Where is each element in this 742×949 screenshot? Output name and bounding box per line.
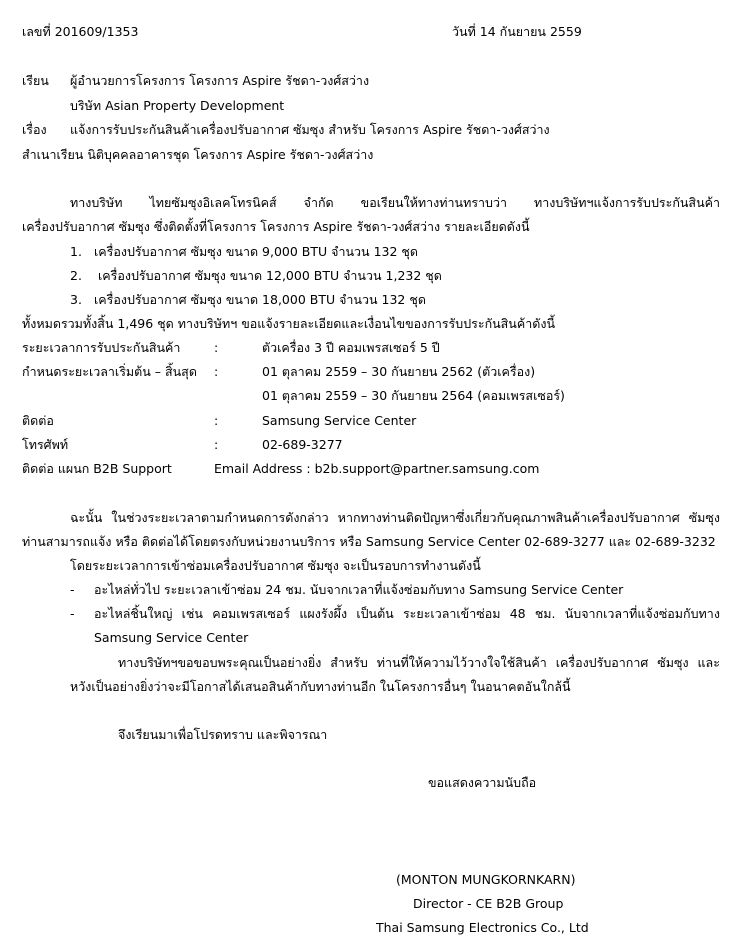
intro-word: ขอเรียนให้ทางท่านทราบว่า xyxy=(360,195,508,210)
subject-label: เรื่อง xyxy=(22,122,47,137)
para2-word: ซัมซุง xyxy=(688,510,720,525)
colon: : xyxy=(214,413,219,428)
bullet-dash: - xyxy=(70,606,75,621)
bullet-dash: - xyxy=(70,582,75,597)
bullet-2-word: นับจากเวลาที่แจ้งซ่อมกับทาง xyxy=(564,606,720,621)
bullet-2-word: ชม. xyxy=(534,606,556,621)
bullet-2-word: เป็นต้น xyxy=(356,606,394,621)
item-text: เครื่องปรับอากาศ ซัมซุง ขนาด 9,000 BTU จำนวน 132 ชุด xyxy=(94,244,418,259)
para3-word: สำหรับ xyxy=(330,655,368,670)
phone-label: โทรศัพท์ xyxy=(22,437,69,452)
period-label: กำหนดระยะเวลาเริ่มต้น – สิ้นสุด xyxy=(22,364,197,379)
warranty-label: ระยะเวลาการรับประกันสินค้า xyxy=(22,340,181,355)
bullet-2-word: เช่น xyxy=(181,606,203,621)
b2b-support-email: Email Address : b2b.support@partner.samsung.com xyxy=(214,461,540,476)
signatory-title: Director - CE B2B Group xyxy=(413,896,564,911)
para2-word: ฉะนั้น xyxy=(70,510,103,525)
intro-line-2: เครื่องปรับอากาศ ซัมซุง ซึ่งติดตั้งที่โครงการ โครงการ Aspire รัชดา-วงศ์สว่าง รายละเอียดดังนี้ xyxy=(22,219,530,234)
colon: : xyxy=(214,364,219,379)
para2-word: ในช่วงระยะเวลาตามกำหนดการดังกล่าว xyxy=(111,510,329,525)
item-number: 1. xyxy=(70,244,82,259)
closing-line: จึงเรียนมาเพื่อโปรดทราบ และพิจารณา xyxy=(118,727,328,742)
intro-word: ไทยซัมซุงอิเลคโทรนิคส์ xyxy=(149,195,277,210)
contact-value: Samsung Service Center xyxy=(262,413,417,428)
bullet-2-line-1 xyxy=(94,606,720,622)
para3-word: ทางบริษัทฯขอขอบพระคุณเป็นอย่างยิ่ง xyxy=(118,655,322,670)
period-value-unit: 01 ตุลาคม 2559 – 30 กันยายน 2562 (ตัวเครื่อง) xyxy=(262,364,536,379)
company-name: Thai Samsung Electronics Co., Ltd xyxy=(376,920,589,935)
para3-word: ท่านที่ให้ความไว้วางใจใช้สินค้า xyxy=(376,655,547,670)
signatory-name: (MONTON MUNGKORNKARN) xyxy=(396,872,576,887)
subject-text: แจ้งการรับประกันสินค้าเครื่องปรับอากาศ ซัมซุง สำหรับ โครงการ Aspire รัชดา-วงศ์สว่าง xyxy=(70,122,550,137)
cc-line: สำเนาเรียน นิติบุคคลอาคารชุด โครงการ Aspire รัชดา-วงศ์สว่าง xyxy=(22,147,374,162)
warranty-value: ตัวเครื่อง 3 ปี คอมเพรสเซอร์ 5 ปี xyxy=(262,340,440,355)
item-number: 3. xyxy=(70,292,82,307)
bullet-1-text: อะไหล่ทั่วไป ระยะเวลาเข้าซ่อม 24 ชม. นับจากเวลาที่แจ้งซ่อมกับทาง Samsung Service Center xyxy=(94,582,624,597)
regards-line: ขอแสดงความนับถือ xyxy=(428,775,537,790)
para3-word: และ xyxy=(697,655,720,670)
intro-line-1 xyxy=(70,195,720,211)
para2-word: หากทางท่านติดปัญหาซึ่งเกี่ยวกับคุณภาพสินค้าเครื่องปรับอากาศ xyxy=(337,510,680,525)
bullet-2-line-2: Samsung Service Center xyxy=(94,630,249,645)
addressee-label: เรียน xyxy=(22,73,49,88)
bullet-2-word: แผงรังผึ้ง xyxy=(299,606,348,621)
para3-line-1 xyxy=(118,655,720,671)
item-text: เครื่องปรับอากาศ ซัมซุง ขนาด 12,000 BTU จำนวน 1,232 ชุด xyxy=(98,268,442,283)
para2-line-2: ท่านสามารถแจ้ง หรือ ติดต่อได้โดยตรงกับหน่วยงานบริการ หรือ Samsung Service Center 02-689-3277 และ 02-689-3232 xyxy=(22,534,716,549)
phone-value: 02-689-3277 xyxy=(262,437,343,452)
colon: : xyxy=(214,340,219,355)
b2b-support-label: ติดต่อ แผนก B2B Support xyxy=(22,461,172,476)
para3-word: เครื่องปรับอากาศ xyxy=(555,655,649,670)
item-text: เครื่องปรับอากาศ ซัมซุง ขนาด 18,000 BTU จำนวน 132 ชุด xyxy=(94,292,426,307)
period-value-compressor: 01 ตุลาคม 2559 – 30 กันยายน 2564 (คอมเพรสเซอร์) xyxy=(262,388,565,403)
addressee-line-2: บริษัท Asian Property Development xyxy=(70,98,285,113)
bullet-2-word: 48 xyxy=(509,606,526,621)
addressee-line-1: ผู้อำนวยการโครงการ โครงการ Aspire รัชดา-วงศ์สว่าง xyxy=(70,73,370,88)
para2-line-1 xyxy=(70,510,720,526)
intro-word: ทางบริษัท xyxy=(70,195,123,210)
document-number: เลขที่ 201609/1353 xyxy=(22,24,139,39)
bullet-2-word: อะไหล่ชิ้นใหญ่ xyxy=(94,606,173,621)
document-date: วันที่ 14 กันยายน 2559 xyxy=(452,24,582,39)
intro-word: จำกัด xyxy=(303,195,334,210)
total-line: ทั้งหมดรวมทั้งสิ้น 1,496 ชุด ทางบริษัทฯ ขอแจ้งรายละเอียดและเงื่อนไขของการรับประกันสินค้าดังนี้ xyxy=(22,316,556,331)
bullet-2-word: คอมเพรสเซอร์ xyxy=(212,606,291,621)
bullet-2-word: ระยะเวลาเข้าซ่อม xyxy=(402,606,501,621)
contact-label: ติดต่อ xyxy=(22,413,54,428)
para3-word: ซัมซุง xyxy=(657,655,689,670)
para2-line-3: โดยระยะเวลาการเข้าซ่อมเครื่องปรับอากาศ ซัมซุง จะเป็นรอบการทำงานดังนี้ xyxy=(70,558,481,573)
item-number: 2. xyxy=(70,268,82,283)
colon: : xyxy=(214,437,219,452)
intro-word: ทางบริษัทฯแจ้งการรับประกันสินค้า xyxy=(534,195,720,210)
para3-line-2: หวังเป็นอย่างยิ่งว่าจะมีโอกาสได้เสนอสินค้ากับทางท่านอีก ในโครงการอื่นๆ ในอนาคตอันใกล้นี้ xyxy=(70,679,571,694)
